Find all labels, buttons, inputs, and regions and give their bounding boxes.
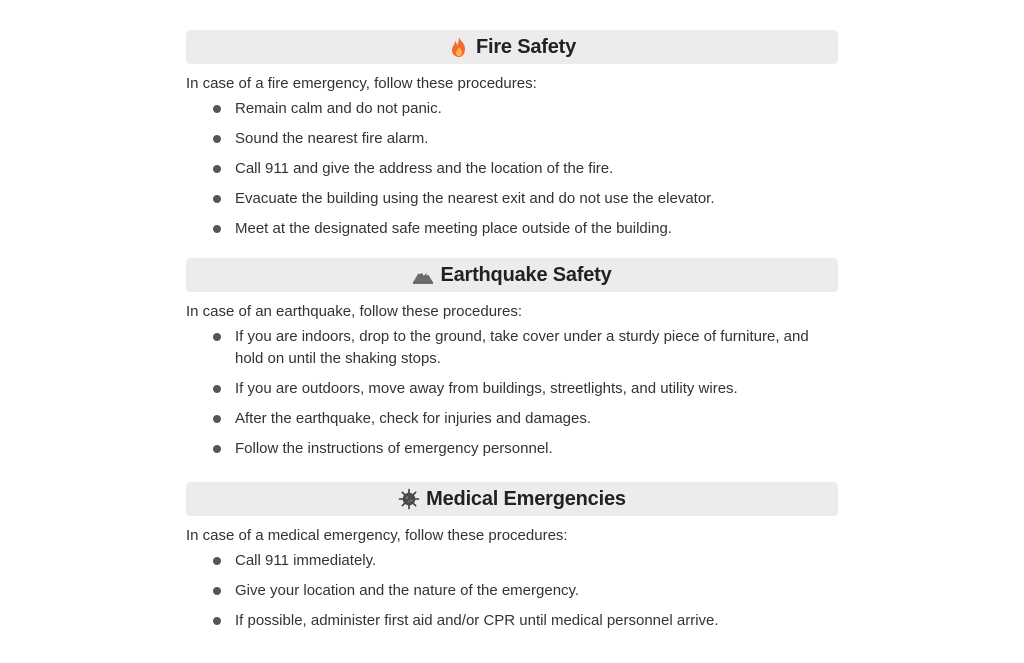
section-intro: In case of a medical emergency, follow these procedures:: [186, 527, 568, 544]
medical-emergencies-header: [186, 482, 838, 516]
list-item: Evacuate the building using the nearest exit and do not use the elevator.: [186, 188, 838, 210]
section-intro: In case of an earthquake, follow these procedures:: [186, 303, 523, 320]
section-intro: In case of a fire emergency, follow these procedures:: [186, 75, 537, 92]
medical-emergencies-section: [186, 482, 838, 640]
fire-icon: [448, 36, 470, 58]
section-title: Medical Emergencies: [426, 487, 626, 510]
fire-safety-section: [186, 30, 838, 248]
earthquake-safety-section: [186, 258, 838, 468]
mountain-icon: [412, 264, 434, 286]
section-title: Fire Safety: [475, 35, 577, 58]
list-item: Call 911 immediately.: [186, 550, 838, 572]
list-item: If you are outdoors, move away from buildings, streetlights, and utility wires.: [186, 378, 838, 400]
earthquake-safety-header: [186, 258, 838, 292]
list-item: Meet at the designated safe meeting place outside of the building.: [186, 218, 838, 240]
procedure-list: [186, 550, 838, 632]
list-item: Follow the instructions of emergency personnel.: [186, 438, 838, 460]
list-item: Remain calm and do not panic.: [186, 98, 838, 120]
procedure-list: [186, 326, 838, 460]
section-title: Earthquake Safety: [440, 263, 612, 286]
list-item: Sound the nearest fire alarm.: [186, 128, 838, 150]
microbe-icon: [398, 488, 420, 510]
list-item: Call 911 and give the address and the location of the fire.: [186, 158, 838, 180]
list-item: If possible, administer first aid and/or CPR until medical personnel arrive.: [186, 610, 838, 632]
list-item: After the earthquake, check for injuries and damages.: [186, 408, 838, 430]
fire-safety-header: [186, 30, 838, 64]
list-item: Give your location and the nature of the emergency.: [186, 580, 838, 602]
list-item: If you are indoors, drop to the ground, take cover under a sturdy piece of furniture, and hold on until the shaking stops.: [186, 326, 838, 370]
procedure-list: [186, 98, 838, 240]
